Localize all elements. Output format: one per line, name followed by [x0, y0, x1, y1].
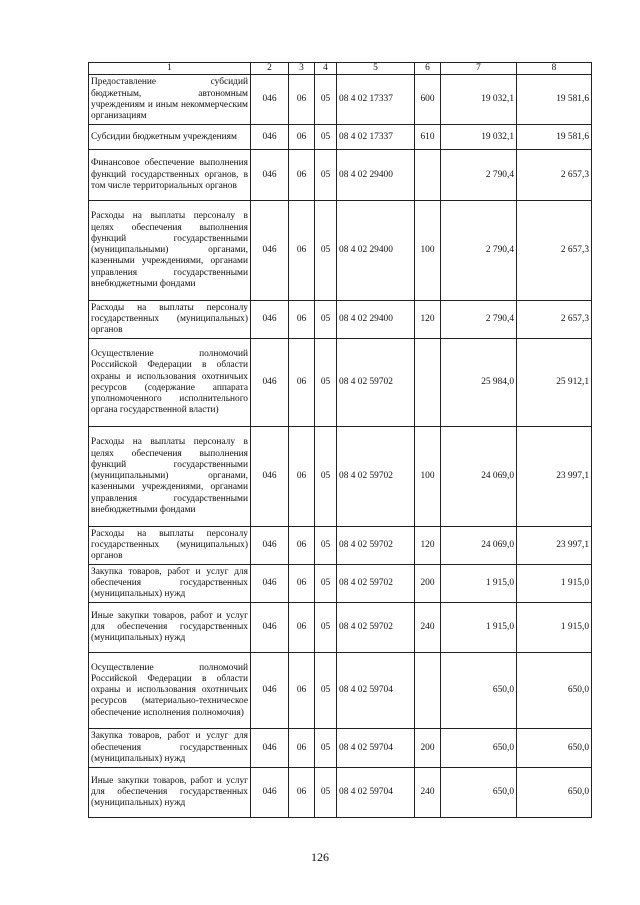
table-row [89, 768, 592, 818]
target-item-code: 08 4 02 29400 [337, 301, 415, 339]
section-code: 06 [289, 768, 315, 818]
section-code: 06 [289, 527, 315, 565]
table-row [89, 125, 592, 150]
amount-col-7: 1 915,0 [441, 565, 517, 603]
admin-code: 046 [251, 565, 289, 603]
section-code: 06 [289, 125, 315, 150]
target-item-code: 08 4 02 29400 [337, 150, 415, 201]
row-description: Закупка товаров, работ и услуг для обеспечения государственных (муниципальных) нужд [89, 729, 251, 768]
header-cell-3: 3 [289, 63, 315, 75]
amount-col-8: 19 581,6 [517, 125, 592, 150]
subsection-code: 05 [315, 75, 337, 125]
section-code: 06 [289, 150, 315, 201]
row-description: Осуществление полномочий Российской Федерации в области охраны и использования охотничьих ресурсов (содержание аппарата уполномоченного исполнительного органа государственной власти) [89, 339, 251, 427]
header-cell-1: 1 [89, 63, 251, 75]
amount-col-7: 2 790,4 [441, 201, 517, 301]
amount-col-7: 650,0 [441, 729, 517, 768]
target-item-code: 08 4 02 59702 [337, 339, 415, 427]
amount-col-8: 19 581,6 [517, 75, 592, 125]
amount-col-8: 2 657,3 [517, 201, 592, 301]
admin-code: 046 [251, 427, 289, 527]
amount-col-7: 19 032,1 [441, 125, 517, 150]
target-item-code: 08 4 02 29400 [337, 201, 415, 301]
amount-col-8: 650,0 [517, 729, 592, 768]
expense-type-code [415, 150, 441, 201]
amount-col-8: 23 997,1 [517, 527, 592, 565]
expense-type-code: 120 [415, 527, 441, 565]
row-description: Иные закупки товаров, работ и услуг для обеспечения государственных (муниципальных) нужд [89, 768, 251, 818]
header-cell-7: 7 [441, 63, 517, 75]
expense-type-code: 100 [415, 201, 441, 301]
amount-col-8: 23 997,1 [517, 427, 592, 527]
subsection-code: 05 [315, 125, 337, 150]
section-code: 06 [289, 301, 315, 339]
admin-code: 046 [251, 339, 289, 427]
row-description: Субсидии бюджетным учреждениям [89, 125, 251, 150]
target-item-code: 08 4 02 59704 [337, 729, 415, 768]
amount-col-7: 25 984,0 [441, 339, 517, 427]
header-cell-6: 6 [415, 63, 441, 75]
expense-type-code: 120 [415, 301, 441, 339]
section-code: 06 [289, 653, 315, 729]
section-code: 06 [289, 729, 315, 768]
admin-code: 046 [251, 301, 289, 339]
target-item-code: 08 4 02 59704 [337, 768, 415, 818]
amount-col-8: 2 657,3 [517, 150, 592, 201]
header-row [89, 63, 592, 75]
row-description: Предоставление субсидий бюджетным, автономным учреждениям и иным некоммерческим организациям [89, 75, 251, 125]
expense-type-code: 610 [415, 125, 441, 150]
table-row [89, 603, 592, 653]
subsection-code: 05 [315, 201, 337, 301]
target-item-code: 08 4 02 17337 [337, 75, 415, 125]
section-code: 06 [289, 565, 315, 603]
amount-col-8: 25 912,1 [517, 339, 592, 427]
amount-col-7: 19 032,1 [441, 75, 517, 125]
expense-type-code: 240 [415, 768, 441, 818]
expense-type-code: 200 [415, 729, 441, 768]
admin-code: 046 [251, 768, 289, 818]
amount-col-8: 1 915,0 [517, 565, 592, 603]
subsection-code: 05 [315, 339, 337, 427]
subsection-code: 05 [315, 301, 337, 339]
section-code: 06 [289, 427, 315, 527]
budget-table [88, 62, 592, 818]
header-cell-4: 4 [315, 63, 337, 75]
section-code: 06 [289, 339, 315, 427]
table-row [89, 565, 592, 603]
target-item-code: 08 4 02 59702 [337, 427, 415, 527]
amount-col-8: 650,0 [517, 653, 592, 729]
subsection-code: 05 [315, 427, 337, 527]
subsection-code: 05 [315, 150, 337, 201]
expense-type-code: 600 [415, 75, 441, 125]
table-row [89, 339, 592, 427]
table-row [89, 75, 592, 125]
amount-col-7: 1 915,0 [441, 603, 517, 653]
table-row [89, 150, 592, 201]
target-item-code: 08 4 02 59704 [337, 653, 415, 729]
table-row [89, 201, 592, 301]
section-code: 06 [289, 75, 315, 125]
admin-code: 046 [251, 603, 289, 653]
section-code: 06 [289, 603, 315, 653]
header-cell-8: 8 [517, 63, 592, 75]
row-description: Расходы на выплаты персоналу в целях обеспечения выполнения функций государственными (муниципальными) органами, казенными учреждениями, органами управления государственными внебюджетными фондами [89, 201, 251, 301]
section-code: 06 [289, 201, 315, 301]
amount-col-7: 2 790,4 [441, 301, 517, 339]
amount-col-8: 650,0 [517, 768, 592, 818]
table-row [89, 527, 592, 565]
expense-type-code: 100 [415, 427, 441, 527]
header-cell-2: 2 [251, 63, 289, 75]
amount-col-8: 2 657,3 [517, 301, 592, 339]
admin-code: 046 [251, 729, 289, 768]
row-description: Осуществление полномочий Российской Федерации в области охраны и использования охотничьих ресурсов (материально-техническое обеспечение исполнения полномочия) [89, 653, 251, 729]
amount-col-7: 2 790,4 [441, 150, 517, 201]
page-number: 126 [311, 850, 329, 864]
row-description: Иные закупки товаров, работ и услуг для обеспечения государственных (муниципальных) нужд [89, 603, 251, 653]
amount-col-8: 1 915,0 [517, 603, 592, 653]
target-item-code: 08 4 02 59702 [337, 565, 415, 603]
expense-type-code: 200 [415, 565, 441, 603]
admin-code: 046 [251, 201, 289, 301]
admin-code: 046 [251, 75, 289, 125]
row-description: Финансовое обеспечение выполнения функций государственных органов, в том числе территориальных органов [89, 150, 251, 201]
admin-code: 046 [251, 150, 289, 201]
subsection-code: 05 [315, 527, 337, 565]
target-item-code: 08 4 02 17337 [337, 125, 415, 150]
admin-code: 046 [251, 125, 289, 150]
expense-type-code [415, 339, 441, 427]
expense-type-code: 240 [415, 603, 441, 653]
expense-type-code [415, 653, 441, 729]
subsection-code: 05 [315, 768, 337, 818]
row-description: Расходы на выплаты персоналу государственных (муниципальных) органов [89, 527, 251, 565]
row-description: Расходы на выплаты персоналу в целях обеспечения выполнения функций государственными (муниципальными) органами, казенными учреждениями, органами управления государственными внебюджетными фондами [89, 427, 251, 527]
subsection-code: 05 [315, 729, 337, 768]
target-item-code: 08 4 02 59702 [337, 527, 415, 565]
table-row [89, 729, 592, 768]
row-description: Закупка товаров, работ и услуг для обеспечения государственных (муниципальных) нужд [89, 565, 251, 603]
subsection-code: 05 [315, 565, 337, 603]
subsection-code: 05 [315, 653, 337, 729]
table-row [89, 301, 592, 339]
target-item-code: 08 4 02 59702 [337, 603, 415, 653]
admin-code: 046 [251, 527, 289, 565]
table-row [89, 653, 592, 729]
amount-col-7: 24 069,0 [441, 527, 517, 565]
table-row [89, 427, 592, 527]
row-description: Расходы на выплаты персоналу государственных (муниципальных) органов [89, 301, 251, 339]
admin-code: 046 [251, 653, 289, 729]
subsection-code: 05 [315, 603, 337, 653]
amount-col-7: 24 069,0 [441, 427, 517, 527]
amount-col-7: 650,0 [441, 653, 517, 729]
amount-col-7: 650,0 [441, 768, 517, 818]
header-cell-5: 5 [337, 63, 415, 75]
